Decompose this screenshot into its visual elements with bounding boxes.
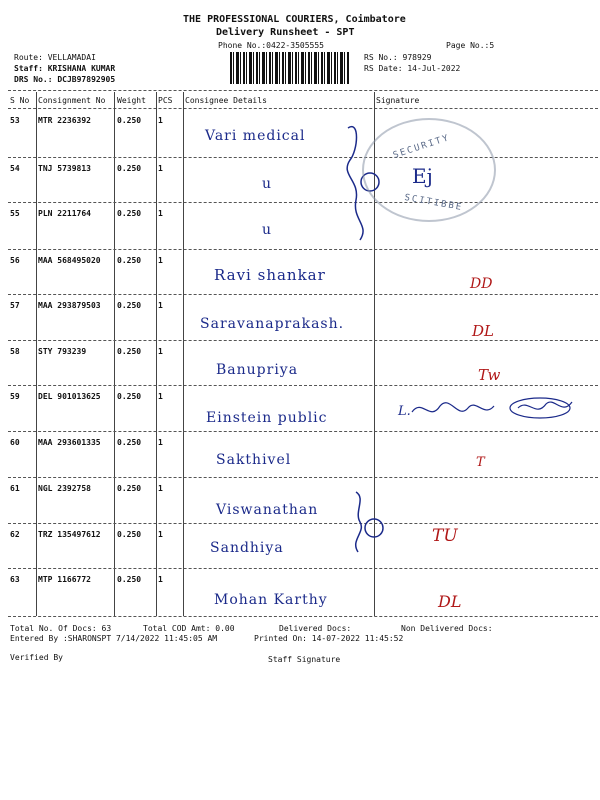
drs-number: DRS No.: DCJB97892905 [14, 75, 116, 84]
table-row [0, 575, 600, 587]
page-number: Page No.:5 [446, 41, 495, 50]
row-consignment: NGL 2392758 [38, 484, 91, 493]
divider [8, 90, 598, 91]
row-sno: 62 [10, 530, 20, 539]
row-consignment: DEL 901013625 [38, 392, 101, 401]
table-row [0, 301, 600, 313]
row-divider [8, 249, 598, 250]
row-pcs: 1 [158, 116, 163, 125]
row-divider [8, 431, 598, 432]
row-weight: 0.250 [117, 575, 142, 584]
col-pcs: PCS [158, 96, 173, 105]
row-pcs: 1 [158, 484, 163, 493]
col-consignment: Consignment No [38, 96, 106, 105]
handwritten-consignee: Einstein public [206, 410, 328, 426]
row-pcs: 1 [158, 301, 163, 310]
handwritten-consignee: Vari medical [205, 128, 306, 144]
row-weight: 0.250 [117, 209, 142, 218]
ink-squiggle [340, 488, 390, 558]
row-weight: 0.250 [117, 164, 142, 173]
sheet-title: Delivery Runsheet - SPT [216, 27, 355, 38]
table-row [0, 116, 600, 128]
row-weight: 0.250 [117, 256, 142, 265]
table-row [0, 164, 600, 176]
row-weight: 0.250 [117, 116, 142, 125]
table-header [0, 96, 600, 108]
rs-date: RS Date: 14-Jul-2022 [364, 64, 461, 73]
row-pcs: 1 [158, 164, 163, 173]
row-divider [8, 294, 598, 295]
table-row [0, 347, 600, 359]
handwritten-consignee: Ravi shankar [214, 266, 326, 284]
col-sno: S No [10, 96, 30, 105]
handwritten-consignee: u [262, 176, 273, 192]
signature: DL [438, 592, 462, 611]
signature: DD [470, 276, 493, 292]
row-pcs: 1 [158, 575, 163, 584]
table-row [0, 209, 600, 221]
row-pcs: 1 [158, 392, 163, 401]
signature: L. [398, 404, 411, 419]
row-weight: 0.250 [117, 392, 142, 401]
row-consignment: STY 793239 [38, 347, 87, 356]
signature: TU [432, 526, 458, 546]
row-consignment: PLN 2211764 [38, 209, 91, 218]
signature: DL [472, 322, 494, 340]
handwritten-consignee: Saravanaprakash. [200, 316, 345, 332]
row-sno: 54 [10, 164, 20, 173]
row-divider [8, 477, 598, 478]
staff-signature: Staff Signature [268, 655, 341, 664]
total-docs: Total No. Of Docs: 63 [10, 624, 112, 633]
handwritten-consignee: Viswanathan [216, 502, 319, 518]
table-bottom-divider [8, 616, 598, 617]
row-divider [8, 340, 598, 341]
row-consignment: MAA 293879503 [38, 301, 101, 310]
row-consignment: MTP 1166772 [38, 575, 91, 584]
company-title: THE PROFESSIONAL COURIERS, Coimbatore [183, 14, 406, 25]
route: Route: VELLAMADAI [14, 53, 96, 62]
row-weight: 0.250 [117, 438, 142, 447]
signature: Tw [478, 366, 501, 384]
handwritten-consignee: Sandhiya [210, 540, 284, 556]
row-consignment: TNJ 5739813 [38, 164, 91, 173]
row-weight: 0.250 [117, 530, 142, 539]
row-consignment: MAA 568495020 [38, 256, 101, 265]
rs-number: RS No.: 978929 [364, 53, 432, 62]
printed-on: Printed On: 14-07-2022 11:45:52 [254, 634, 404, 643]
table-row [0, 484, 600, 496]
row-divider [8, 157, 598, 158]
total-cod: Total COD Amt: 0.00 [143, 624, 235, 633]
row-divider [8, 202, 598, 203]
row-pcs: 1 [158, 530, 163, 539]
row-sno: 61 [10, 484, 20, 493]
staff: Staff: KRISHANA KUMAR [14, 64, 116, 73]
handwritten-consignee: u [262, 222, 273, 238]
row-pcs: 1 [158, 209, 163, 218]
signature: Ej [412, 164, 433, 188]
signature-scribble [410, 394, 580, 424]
signature: T [476, 455, 485, 470]
col-signature: Signature [376, 96, 420, 105]
row-consignment: MTR 2236392 [38, 116, 91, 125]
handwritten-consignee: Sakthivel [216, 452, 292, 468]
handwritten-consignee: Banupriya [216, 362, 299, 378]
row-divider [8, 523, 598, 524]
stamp-text: SECURITY [391, 133, 452, 161]
divider [8, 108, 598, 109]
row-pcs: 1 [158, 438, 163, 447]
row-consignment: TRZ 135497612 [38, 530, 101, 539]
row-pcs: 1 [158, 256, 163, 265]
verified-by: Verified By [10, 653, 63, 662]
handwritten-consignee: Mohan Karthy [214, 592, 328, 608]
row-sno: 56 [10, 256, 20, 265]
col-weight: Weight [117, 96, 146, 105]
phone-number: Phone No.:0422-3505555 [218, 41, 324, 50]
row-sno: 57 [10, 301, 20, 310]
delivered-docs: Delivered Docs: [279, 624, 352, 633]
table-row [0, 438, 600, 450]
row-sno: 59 [10, 392, 20, 401]
row-sno: 63 [10, 575, 20, 584]
row-divider [8, 385, 598, 386]
non-delivered-docs: Non Delivered Docs: [401, 624, 493, 633]
row-weight: 0.250 [117, 301, 142, 310]
row-divider [8, 568, 598, 569]
entered-by: Entered By :SHARONSPT 7/14/2022 11:45:05 AM [10, 634, 218, 643]
row-sno: 53 [10, 116, 20, 125]
row-weight: 0.250 [117, 347, 142, 356]
row-sno: 55 [10, 209, 20, 218]
stamp-text: SCITIBBE [403, 192, 464, 214]
row-pcs: 1 [158, 347, 163, 356]
row-weight: 0.250 [117, 484, 142, 493]
row-consignment: MAA 293601335 [38, 438, 101, 447]
table-row [0, 530, 600, 542]
row-sno: 58 [10, 347, 20, 356]
col-consignee: Consignee Details [185, 96, 267, 105]
barcode [230, 52, 350, 84]
row-sno: 60 [10, 438, 20, 447]
